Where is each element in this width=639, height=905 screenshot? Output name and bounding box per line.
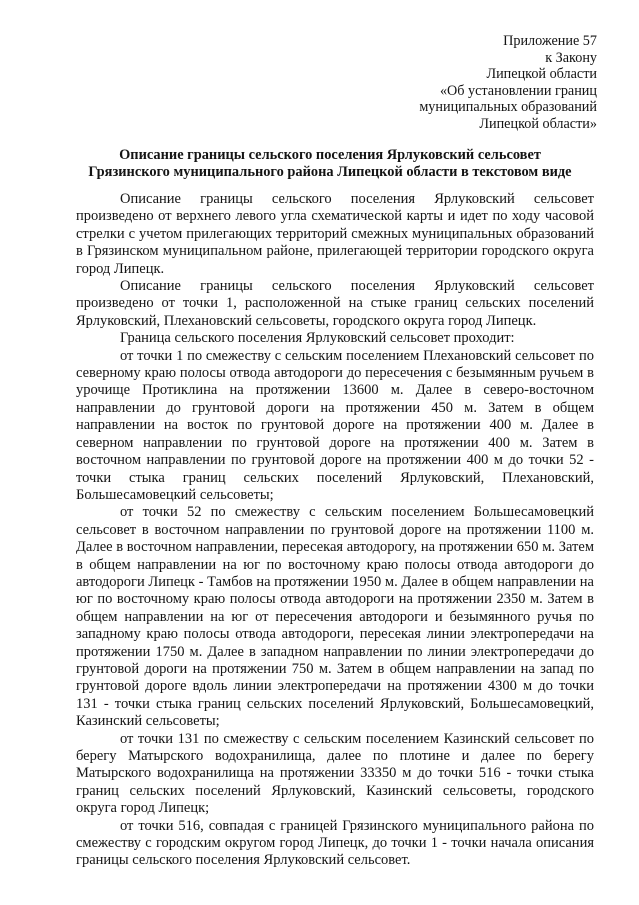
appendix-line: муниципальных образований bbox=[419, 99, 597, 116]
document-body bbox=[76, 191, 594, 870]
paragraph-start-point: Описание границы сельского поселения Ярлуковский сельсовет произведено от точки 1, расположенной на стыке границ сельских поселений Ярлуковский, Плехановский сельсоветы, городского округа город Липецк. bbox=[76, 278, 594, 329]
paragraph-segment-52-131: от точки 52 по смежеству с сельским поселением Большесамовецкий сельсовет в восточном направлении по грунтовой дороге на протяжении 1100 м. Далее в восточном направлении, пересекая автодорогу, на протяжении 650 м. Затем в общем направлении на юг по восточному краю полосы отвода автодороги до автодороги Липецк - Тамбов на протяжении 1950 м. Далее в общем направлении на юг по восточному краю полосы отвода автодороги на протяжении 2350 м. Затем в общем направлении на юг от пересечения автодороги и безымянного ручья по западному краю полосы отвода автодороги, пересекая линии электропередачи на протяжении 1750 м. Далее в западном направлении по линии электропередачи до грунтовой дороги на протяжении 750 м. Затем в общем направлении на запад по грунтовой дороге вдоль линии электропередачи на протяжении 4300 м до точки 131 - точки стыка границ сельских поселений Ярлуковский, Большесамовецкий, Казинский сельсоветы; bbox=[76, 504, 594, 730]
paragraph-segment-131-516: от точки 131 по смежеству с сельским поселением Казинский сельсовет по берегу Матырского водохранилища, далее по плотине и далее по берегу Матырского водохранилища на протяжении 33350 м до точки 516 - точки стыка границ сельских поселений Ярлуковский, Казинский сельсоветы, городского округа город Липецк; bbox=[76, 730, 594, 817]
appendix-line: Липецкой области bbox=[486, 66, 597, 83]
appendix-line: «Об установлении границ bbox=[439, 82, 597, 99]
paragraph-segment-1-52: от точки 1 по смежеству с сельским поселением Плехановский сельсовет по северному краю полосы отвода автодороги до пересечения с безымянным ручьем в урочище Протиклина на протяжении 13600 м. Далее в северо-восточном направлении до грунтовой дороги на протяжении 450 м. Затем в общем направлении на восток по грунтовой дороге на протяжении 400 м. Далее в северном направлении по грунтовой дороге на протяжении 400 м. Затем в восточном направлении по грунтовой дороге на протяжении 400 м до точки 52 - точки стыка границ сельских поселений Ярлуковский, Плехановский, Большесамовецкий сельсоветы; bbox=[76, 347, 594, 503]
title-line-2: Грязинского муниципального района Липецкой области в текстовом виде bbox=[88, 164, 572, 181]
paragraph-boundary-lead: Граница сельского поселения Ярлуковский сельсовет проходит: bbox=[120, 330, 515, 347]
paragraph-intro: Описание границы сельского поселения Ярлуковский сельсовет произведено от верхнего левого угла схематической карты и идет по ходу часовой стрелки с учетом прилегающих территорий смежных муниципальных образований в Грязинском муниципальном районе, прилегающей территории городского округа город Липецк. bbox=[76, 191, 594, 277]
appendix-line: к Закону bbox=[545, 49, 597, 66]
document-title bbox=[60, 147, 600, 181]
title-line-1: Описание границы сельского поселения Ярлуковский сельсовет bbox=[119, 147, 541, 163]
appendix-header bbox=[419, 33, 597, 133]
paragraph-segment-516-1: от точки 516, совпадая с границей Грязинского муниципального района по смежеству с городским округом город Липецк, до точки 1 - точки начала описания границы сельского поселения Ярлуковский сельсовет. bbox=[76, 817, 594, 869]
appendix-line: Липецкой области» bbox=[479, 115, 597, 132]
appendix-line: Приложение 57 bbox=[503, 33, 597, 49]
